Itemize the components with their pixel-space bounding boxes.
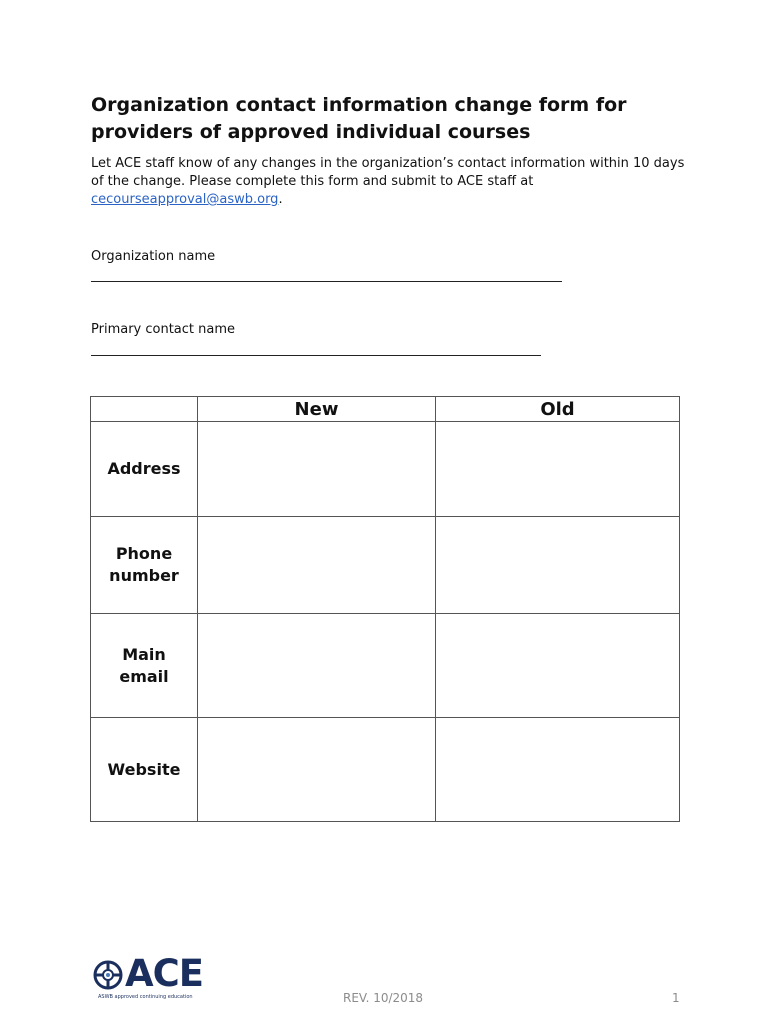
email-link[interactable]: cecourseapproval@aswb.org <box>91 192 279 207</box>
ace-logo <box>93 952 213 1004</box>
header-empty-cell <box>91 397 198 422</box>
row-label-main-email: Main email <box>91 614 198 718</box>
ace-logo-text: ACE <box>125 952 204 995</box>
website-new-cell[interactable] <box>198 718 436 822</box>
intro-paragraph <box>91 155 691 209</box>
address-old-cell[interactable] <box>436 422 680 517</box>
intro-text: Let ACE staff know of any changes in the organization’s contact information within 10 days of the change. Please complete this form and submit to ACE staff at <box>91 156 685 189</box>
website-old-cell[interactable] <box>436 718 680 822</box>
revision-label: REV. 10/2018 <box>343 991 424 1005</box>
address-new-cell[interactable] <box>198 422 436 517</box>
table-row <box>91 517 680 614</box>
row-label-phone-number: Phone number <box>91 517 198 614</box>
organization-name-field[interactable] <box>91 281 562 282</box>
ace-logo-tagline: ASWB approved continuing education <box>98 994 193 1000</box>
form-title: Organization contact information change form for providers of approved individual courses <box>91 94 627 143</box>
table-header-row <box>91 397 680 422</box>
organization-name-label: Organization name <box>91 249 216 264</box>
contact-change-table <box>90 396 680 822</box>
intro-end: . <box>278 192 283 207</box>
ace-logo-emblem-icon <box>93 960 123 990</box>
table-row <box>91 614 680 718</box>
table-row <box>91 422 680 517</box>
column-header-new: New <box>198 397 436 422</box>
primary-contact-name-label: Primary contact name <box>91 322 236 337</box>
primary-contact-name-field[interactable] <box>91 355 541 356</box>
email-old-cell[interactable] <box>436 614 680 718</box>
phone-new-cell[interactable] <box>198 517 436 614</box>
row-label-address: Address <box>91 422 198 517</box>
page-number: 1 <box>672 991 680 1005</box>
phone-old-cell[interactable] <box>436 517 680 614</box>
table-row <box>91 718 680 822</box>
email-new-cell[interactable] <box>198 614 436 718</box>
row-label-website: Website <box>91 718 198 822</box>
column-header-old: Old <box>436 397 680 422</box>
